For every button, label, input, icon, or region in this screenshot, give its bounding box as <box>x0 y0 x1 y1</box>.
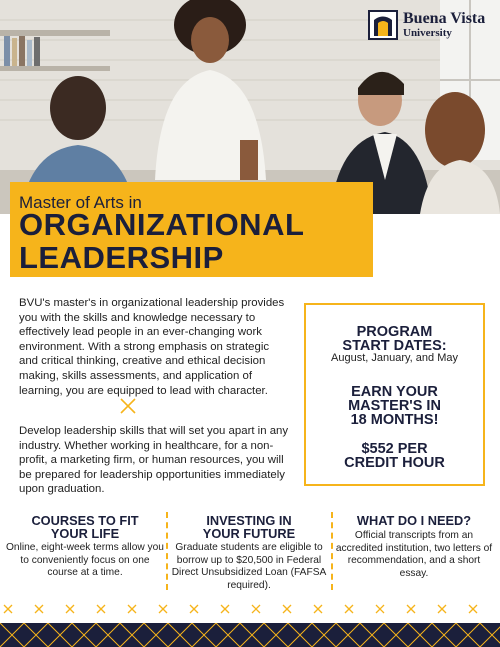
start-dates-value: August, January, and May <box>331 352 458 364</box>
column-heading-line2: YOUR LIFE <box>50 526 120 541</box>
lattice-line <box>120 623 144 647</box>
lattice-line <box>96 623 120 647</box>
degree-subtitle: Master of Arts in <box>19 193 142 212</box>
cross-mark <box>221 605 229 613</box>
cross-mark <box>97 605 105 613</box>
tuition-line2: CREDIT HOUR <box>344 455 445 471</box>
cross-pattern-row <box>0 603 500 615</box>
duration-heading <box>306 385 483 427</box>
lattice-line <box>456 623 480 647</box>
lattice-line <box>384 623 408 647</box>
lattice-line <box>144 623 168 647</box>
duration-line3: 18 MONTHS! <box>350 412 439 428</box>
feature-column-courses <box>6 514 164 580</box>
cross-mark <box>314 605 322 613</box>
start-dates-heading <box>306 325 483 353</box>
lattice-line <box>72 623 96 647</box>
tuition-heading <box>306 442 483 470</box>
lattice-line <box>264 623 288 647</box>
column-heading-line1: INVESTING IN <box>206 513 292 528</box>
intro-paragraph: BVU's master's in organizational leadership provides you with the skills and knowledge necessary to effectively lead people in an ever-changing work environment. With a strong emphasis on strategic and critical thinking, creative and ethical decision making, skills assessments, and application of learning, you are equipped to lead with character. <box>19 297 285 397</box>
column-heading <box>170 514 328 540</box>
cross-mark <box>128 605 136 613</box>
feature-column-investing <box>170 514 328 592</box>
bvu-shield-icon <box>368 10 398 40</box>
lattice-line <box>480 623 500 647</box>
column-heading <box>6 514 164 540</box>
program-title <box>19 208 369 274</box>
column-heading-line2: YOUR FUTURE <box>202 526 296 541</box>
lattice-line <box>288 623 312 647</box>
cross-mark <box>283 605 291 613</box>
cross-mark <box>376 605 384 613</box>
lattice-line <box>240 623 264 647</box>
footer-pattern <box>0 623 500 647</box>
feature-column-requirements <box>335 514 493 580</box>
tuition-line1: $552 PER <box>361 441 428 457</box>
program-title-line2: LEADERSHIP <box>19 240 224 275</box>
start-dates-heading-line2: START DATES: <box>342 338 447 354</box>
lattice-line <box>48 623 72 647</box>
column-heading-line1: COURSES TO FIT <box>31 513 139 528</box>
cross-mark <box>35 605 43 613</box>
lattice-pattern <box>0 623 500 647</box>
lattice-line <box>24 623 48 647</box>
program-title-line1: ORGANIZATIONAL <box>19 207 305 242</box>
duration-line2: MASTER'S IN <box>348 398 441 414</box>
cross-mark <box>438 605 446 613</box>
lattice-line <box>0 623 24 647</box>
start-dates-heading-line1: PROGRAM <box>356 324 433 340</box>
lattice-line <box>168 623 192 647</box>
career-paragraph: Develop leadership skills that will set you apart in any industry. Whether working in healthcare, for a non-profit, a marketing firm, or human resources, you will be prepared for leadership opportunities immediately upon graduation. <box>19 425 289 496</box>
column-body: Online, eight-week terms allow you to conveniently focus on one course at a time. <box>6 542 164 579</box>
cross-mark <box>469 605 477 613</box>
column-heading-line1: WHAT DO I NEED? <box>356 513 472 528</box>
lattice-line <box>192 623 216 647</box>
program-facts-box <box>304 303 485 486</box>
cross-mark <box>159 605 167 613</box>
column-divider <box>331 512 333 590</box>
lattice-line <box>336 623 360 647</box>
column-heading <box>335 514 493 527</box>
lattice-line <box>360 623 384 647</box>
duration-line1: EARN YOUR <box>351 384 438 400</box>
lattice-line <box>312 623 336 647</box>
university-logo <box>368 8 492 42</box>
cross-mark <box>190 605 198 613</box>
cross-mark <box>66 605 74 613</box>
cross-divider-icon <box>118 396 138 416</box>
column-body: Official transcripts from an accredited institution, two letters of recommendation, and a short essay. <box>335 530 493 579</box>
cross-mark <box>345 605 353 613</box>
cross-mark <box>252 605 260 613</box>
logo-name-line1: Buena Vista <box>403 10 486 27</box>
lattice-line <box>216 623 240 647</box>
column-divider <box>166 512 168 590</box>
column-body: Graduate students are eligible to borrow up to $20,500 in Federal Direct Unsubsidized Loan (FAFSA required). <box>171 542 327 591</box>
lattice-line <box>432 623 456 647</box>
cross-mark <box>4 605 12 613</box>
lattice-line <box>408 623 432 647</box>
cross-mark <box>407 605 415 613</box>
logo-name-line2: University <box>403 27 452 39</box>
logo-wordmark <box>403 11 485 39</box>
